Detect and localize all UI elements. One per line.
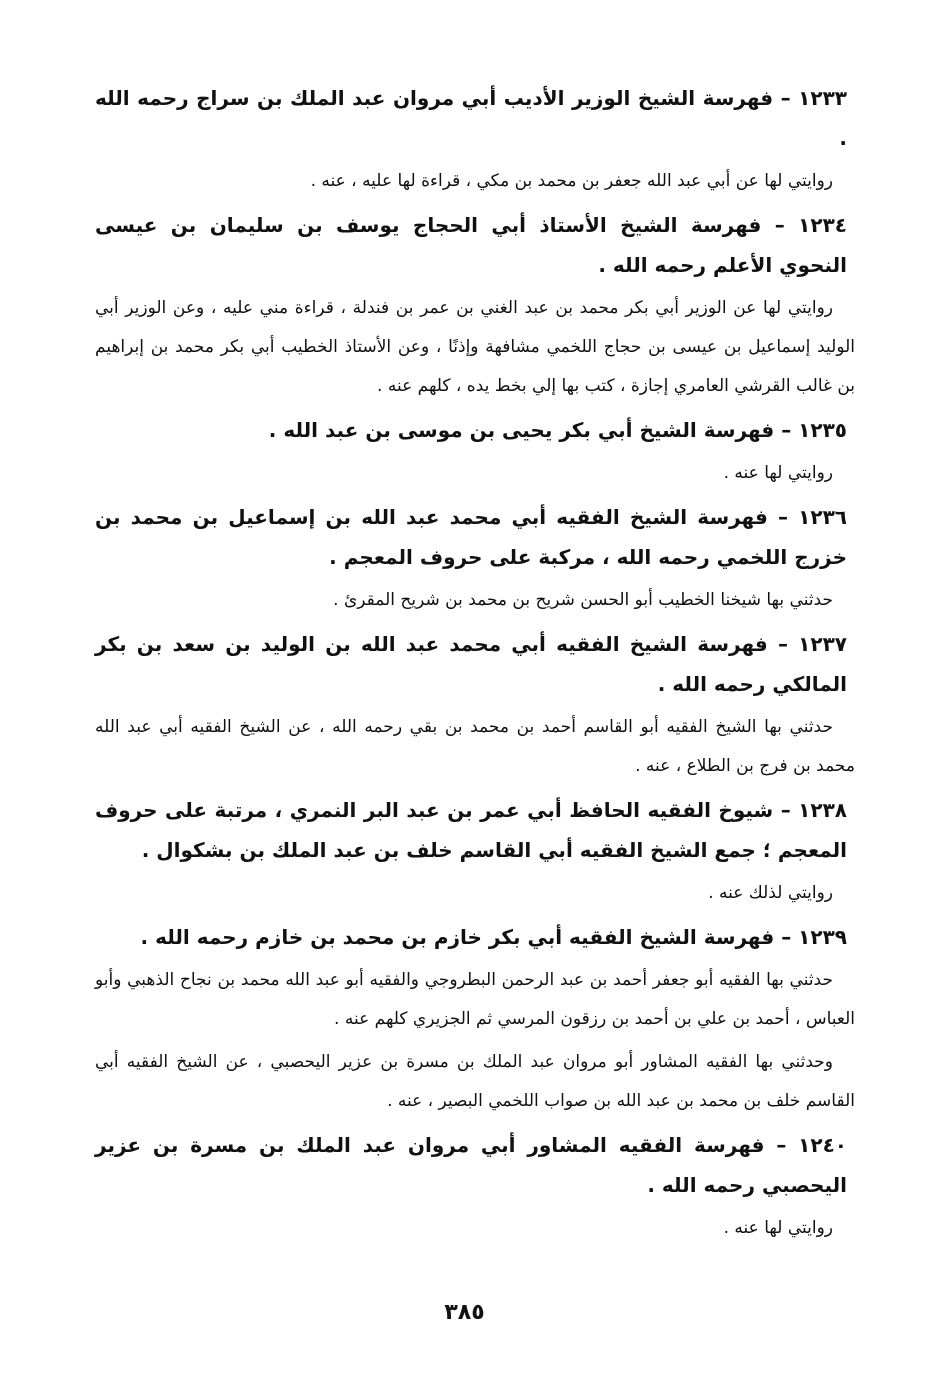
entry-heading: ١٢٣٩ – فهرسة الشيخ الفقيه أبي بكر خازم بن محمد بن خازم رحمه الله . (140, 925, 847, 949)
entry-heading: ١٢٤٠ – فهرسة الفقيه المشاور أبي مروان عبد الملك بن مسرة بن عزير اليحصبي رحمه الله . (95, 1133, 847, 1197)
entry-paragraph: حدثني بها شيخنا الخطيب أبو الحسن شريح بن محمد بن شريح المقرئ . (333, 590, 833, 610)
entry-paragraph: روايتي لذلك عنه . (708, 883, 833, 903)
entry-paragraph: روايتي لها عن أبي عبد الله جعفر بن محمد بن مكي ، قراءة لها عليه ، عنه . (310, 171, 833, 191)
entry-heading: ١٢٣٧ – فهرسة الشيخ الفقيه أبي محمد عبد الله بن الوليد بن سعد بن بكر المالكي رحمه الله . (95, 632, 847, 696)
entry-1239 (95, 917, 855, 1121)
page-body (95, 78, 855, 1252)
entry-1233 (95, 78, 855, 201)
entry-paragraph: روايتي لها عن الوزير أبي بكر محمد بن عبد الغني بن عمر بن فندلة ، قراءة مني عليه ، وعن الوزير أبي الوليد إسماعيل بن عيسى بن حجاج اللخمي مشافهة وإذنًا ، وعن الأستاذ الخطيب أبي بكر محمد بن إبراهيم بن غالب القرشي العامري إجازة ، كتب بها إلي بخط يده ، كلهم عنه . (95, 298, 855, 396)
entry-paragraph: حدثني بها الفقيه أبو جعفر أحمد بن عبد الرحمن البطروجي والفقيه أبو عبد الله محمد بن نجاح الذهبي وأبو العباس ، أحمد بن علي بن أحمد بن رزقون المرسي ثم الجزيري كلهم عنه . (95, 970, 855, 1029)
entry-heading: ١٢٣٤ – فهرسة الشيخ الأستاذ أبي الحجاج يوسف بن سليمان بن عيسى النحوي الأعلم رحمه الله . (95, 213, 847, 277)
entry-1235 (95, 410, 855, 493)
entry-1236 (95, 497, 855, 620)
entry-1240 (95, 1125, 855, 1248)
entry-1234 (95, 205, 855, 406)
entry-1238 (95, 790, 855, 913)
entry-heading: ١٢٣٥ – فهرسة الشيخ أبي بكر يحيى بن موسى بن عبد الله . (268, 418, 847, 442)
entry-paragraph: روايتي لها عنه . (723, 463, 833, 483)
page-number: ٣٨٥ (444, 1300, 485, 1325)
entry-paragraph: وحدثني بها الفقيه المشاور أبو مروان عبد الملك بن مسرة بن عزير اليحصبي ، عن الشيخ الفقيه أبي القاسم خلف بن محمد بن عبد الله بن صواب اللخمي البصير ، عنه . (95, 1052, 855, 1111)
entry-heading: ١٢٣٣ – فهرسة الشيخ الوزير الأديب أبي مروان عبد الملك بن سراج رحمه الله . (95, 86, 847, 150)
entry-heading: ١٢٣٨ – شيوخ الفقيه الحافظ أبي عمر بن عبد البر النمري ، مرتبة على حروف المعجم ؛ جمع الشيخ الفقيه أبي القاسم خلف بن عبد الملك بن بشكوال . (95, 798, 847, 862)
entry-paragraph: روايتي لها عنه . (723, 1218, 833, 1238)
entry-heading: ١٢٣٦ – فهرسة الشيخ الفقيه أبي محمد عبد الله بن إسماعيل بن محمد بن خزرج اللخمي رحمه الله ، مركبة على حروف المعجم . (95, 505, 847, 569)
entry-paragraph: حدثني بها الشيخ الفقيه أبو القاسم أحمد بن محمد بن بقي رحمه الله ، عن الشيخ الفقيه أبي عبد الله محمد بن فرج بن الطلاع ، عنه . (95, 717, 855, 776)
entry-1237 (95, 624, 855, 786)
